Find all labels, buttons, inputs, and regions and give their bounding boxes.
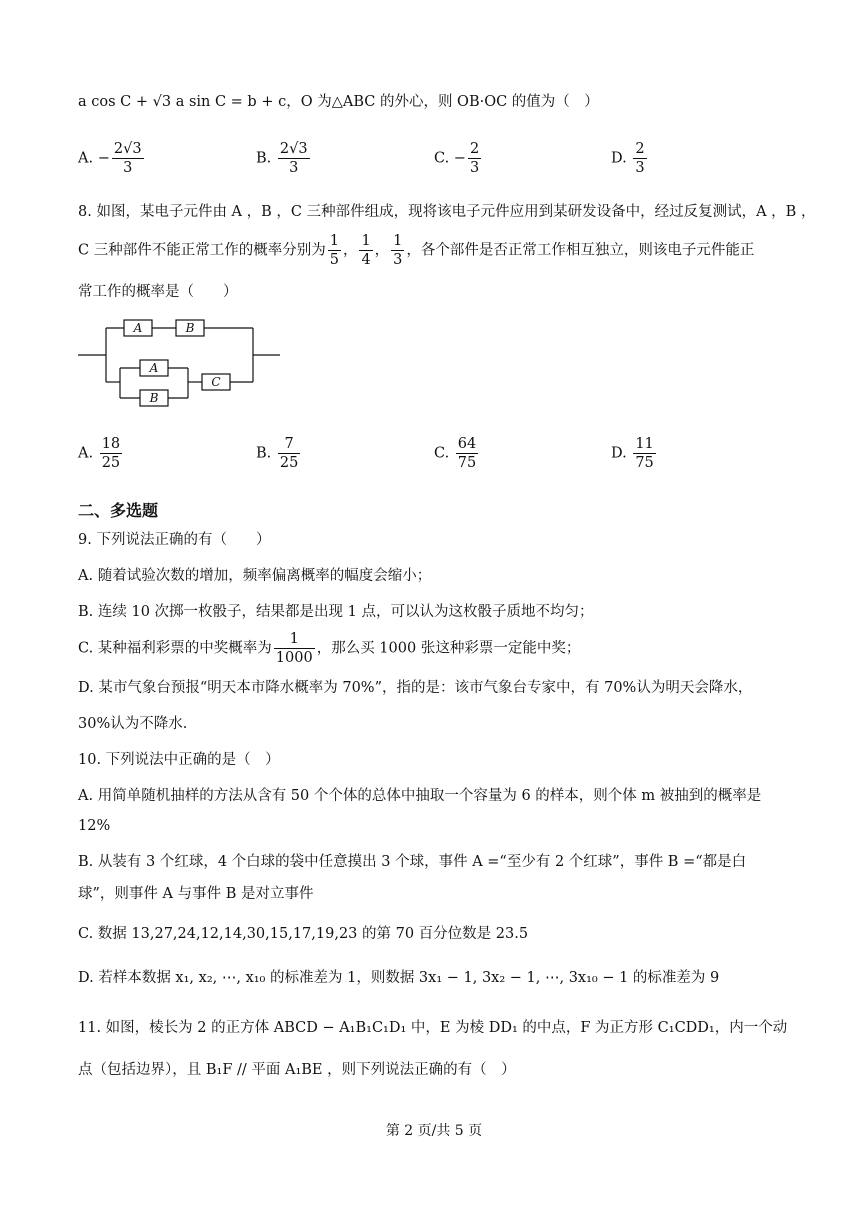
q10-option-b-line1: B. 从装有 3 个红球，4 个白球的袋中任意摸出 3 个球，事件 A =“至少有 2 个红球”，事件 B =“都是白: [78, 854, 747, 870]
q8-stem-line3: 常工作的概率是（ ）: [78, 284, 238, 300]
q8-stem-line1: 8. 如图，某电子元件由 A ，B ，C 三种部件组成，现将该电子元件应用到某研发设备中，经过反复测试，A ，B ，: [78, 204, 816, 220]
q10-option-d: D. 若样本数据 x₁, x₂, ⋯, x₁₀ 的标准差为 1，则数据 3x₁ − 1, 3x₂ − 1, ⋯, 3x₁₀ − 1 的标准差为 9: [78, 970, 720, 986]
q8-option-d: D. $\frac{11}{75}$: [611, 436, 654, 471]
q10-option-a-line1: A. 用简单随机抽样的方法从含有 50 个个体的总体中抽取一个容量为 6 的样本，则个体 m 被抽到的概率是: [78, 788, 762, 804]
circuit-label-mid-a: A: [149, 361, 159, 375]
page-footer: 第 2 页/共 5 页: [385, 1123, 483, 1139]
circuit-label-top-b: B: [185, 321, 195, 335]
q7-stem: a cos C + √3 a sin C = b + c，O 为△ABC 的外心，则 OB·OC 的值为（ ）: [78, 94, 599, 110]
q9-stem: 9. 下列说法正确的有（ ）: [78, 532, 271, 548]
circuit-label-top-a: A: [133, 321, 143, 335]
circuit-label-c: C: [211, 375, 221, 389]
circuit-label-mid-b: B: [149, 391, 159, 405]
q10-option-c: C. 数据 13,27,24,12,14,30,15,17,19,23 的第 70 百分位数是 23.5: [78, 926, 529, 942]
q9-option-a: A. 随着试验次数的增加，频率偏离概率的幅度会缩小；: [78, 568, 432, 584]
q10-option-b-line2: 球”，则事件 A 与事件 B 是对立事件: [78, 886, 314, 902]
q8-option-c: C. $\frac{64}{75}$: [434, 436, 477, 471]
q9-option-b: B. 连续 10 次掷一枚骰子，结果都是出现 1 点，可以认为这枚骰子质地不均匀；: [78, 604, 594, 620]
q7-option-a: A. − $\frac{2√3}{3}$: [78, 141, 142, 176]
q11-stem-line1: 11. 如图，棱长为 2 的正方体 ABCD − A₁B₁C₁D₁ 中，E 为棱 DD₁ 的中点，F 为正方形 C₁CDD₁，内一个动: [78, 1020, 788, 1036]
q11-stem-line2: 点（包括边界），且 B₁F // 平面 A₁BE ，则下列说法正确的有（ ）: [78, 1062, 516, 1078]
q9-option-d-line1: D. 某市气象台预报“明天本市降水概率为 70%”，指的是：该市气象台专家中，有 70%认为明天会降水，: [78, 680, 753, 696]
q8-option-a: A. $\frac{18}{25}$: [78, 436, 121, 471]
q7-option-d: D. $\frac{2}{3}$: [611, 141, 645, 176]
circuit-diagram: [78, 312, 288, 412]
q7-option-b: B. $\frac{2√3}{3}$: [256, 141, 308, 176]
q8-option-b: B. $\frac{7}{25}$: [256, 436, 299, 471]
q9-option-c: C. 某种福利彩票的中奖概率为 $\frac{1}{1000}$ ，那么买 1000 张这种彩票一定能中奖；: [78, 631, 581, 666]
q10-stem: 10. 下列说法中正确的是（ ）: [78, 752, 280, 768]
q8-stem-line2: C 三种部件不能正常工作的概率分别为 $\frac{1}{5}$ ， $\frac{1}{4}$ ， $\frac{1}{3}$ ，各个部件是否正常工作相互独立，则该电子元件能正: [78, 233, 755, 268]
q9-option-d-line2: 30%认为不降水.: [78, 716, 188, 732]
q7-option-c: C. − $\frac{2}{3}$: [434, 141, 480, 176]
section-heading: 二、多选题: [78, 501, 159, 520]
q10-option-a-line2: 12%: [78, 818, 111, 834]
